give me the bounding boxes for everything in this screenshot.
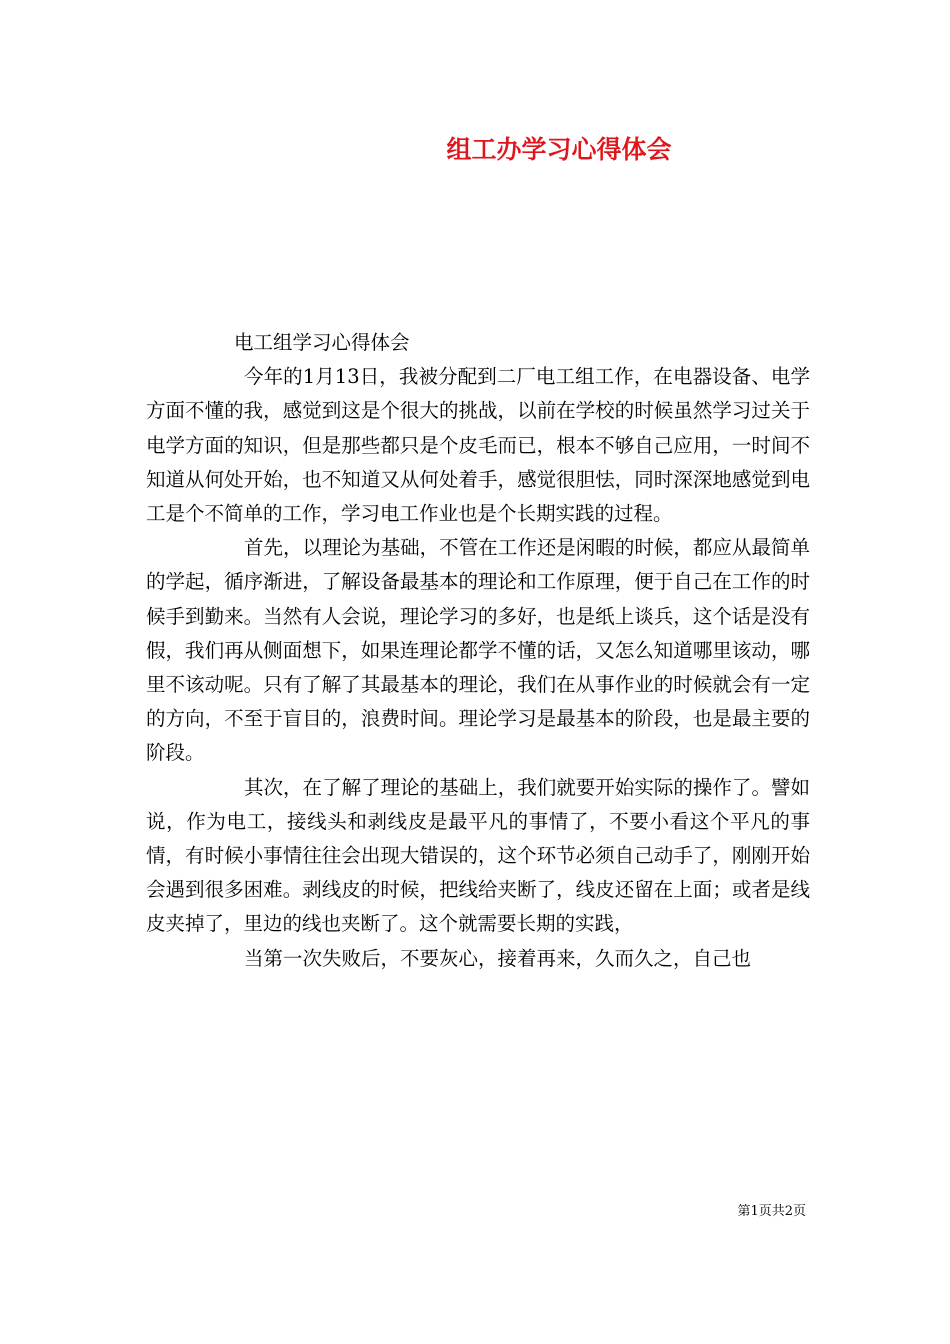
document-subtitle: 电工组学习心得体会 xyxy=(234,331,410,354)
paragraph-2: 首先，以理论为基础，不管在工作还是闲暇的时候，都应从最简单的学起，循序渐进，了解设备最基本的理论和工作原理，便于自己在工作的时候手到勤来。当然有人会说，理论学习的多好，也是纸上谈兵，这个话是没有假，我们再从侧面想下，如果连理论都学不懂的话，又怎么知道哪里该动，哪里不该动呢。只有了解了其最基本的理论，我们在从事作业的时候就会有一定的方向，不至于盲目的，浪费时间。理论学习是最基本的阶段，也是最主要的阶段。 xyxy=(146,536,810,765)
page-number-footer: 第1页共2页 xyxy=(737,1204,806,1219)
document-body xyxy=(146,326,810,976)
paragraph-3: 其次，在了解了理论的基础上，我们就要开始实际的操作了。譬如说，作为电工，接线头和剥线皮是最平凡的事情了，不要小看这个平凡的事情，有时候小事情往往会出现大错误的，这个环节必须自己动手了，刚刚开始会遇到很多困难。剥线皮的时候，把线给夹断了，线皮还留在上面；或者是线皮夹掉了，里边的线也夹断了。这个就需要长期的实践， xyxy=(146,775,810,936)
page-title: 组工办学习心得体会 xyxy=(446,135,672,164)
paragraph-4: 当第一次失败后，不要灰心，接着再来，久而久之，自己也 xyxy=(244,946,752,970)
paragraph-1: 今年的1月13日，我被分配到二厂电工组工作，在电器设备、电学方面不懂的我，感觉到这是个很大的挑战，以前在学校的时候虽然学习过关于电学方面的知识，但是那些都只是个皮毛而已，根本不够自己应用，一时间不知道从何处开始，也不知道又从何处着手，感觉很胆怯，同时深深地感觉到电工是个不简单的工作，学习电工作业也是个长期实践的过程。 xyxy=(146,365,810,526)
